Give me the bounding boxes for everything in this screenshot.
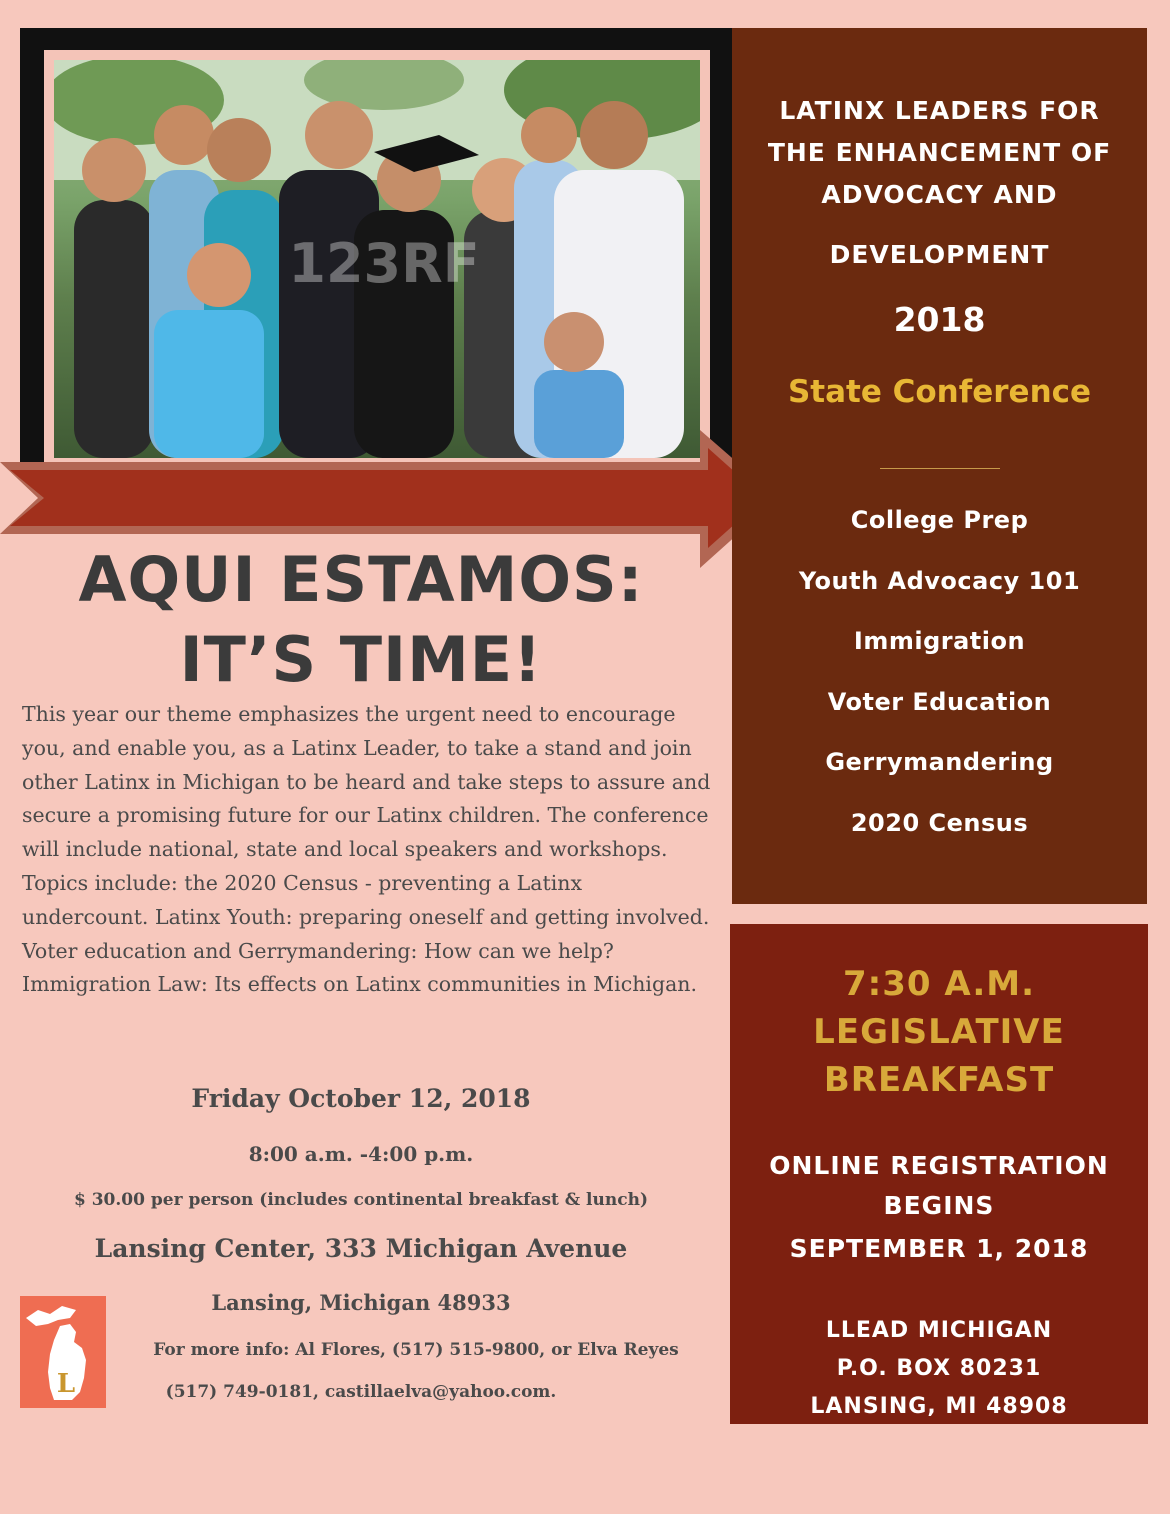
- contact-info: For more info: Al Flores, (517) 515-9800, or Elva Reyes: [153, 1340, 679, 1360]
- event-time: 8:00 a.m. -4:00 p.m.: [248, 1142, 474, 1166]
- topic-item: 2020 Census: [850, 808, 1029, 837]
- address-line: LANSING, MI 48908: [810, 1394, 1068, 1419]
- event-price: $ 30.00 per person (includes continental breakfast & lunch): [73, 1190, 648, 1210]
- org-title-line: LATINX LEADERS FOR: [779, 96, 1100, 125]
- address-line: LLEAD MICHIGAN: [825, 1318, 1053, 1343]
- registration-line: SEPTEMBER 1, 2018: [789, 1234, 1089, 1263]
- topic-item: Immigration: [853, 627, 1026, 655]
- organization-title: [752, 90, 1127, 276]
- legislative-breakfast: [730, 960, 1148, 1104]
- registration-info: [730, 1146, 1148, 1269]
- breakfast-line: BREAKFAST: [823, 1060, 1055, 1100]
- topic-item: College Prep: [850, 506, 1029, 534]
- topics-list: [732, 500, 1147, 863]
- headline: [0, 540, 722, 700]
- breakfast-line: 7:30 A.M.: [842, 964, 1035, 1004]
- registration-line: ONLINE REGISTRATION: [769, 1151, 1109, 1180]
- family-photo-illustration: [54, 60, 700, 458]
- org-title-line: DEVELOPMENT: [829, 240, 1050, 269]
- org-title-line: ADVOCACY AND: [821, 180, 1058, 209]
- conference-year: 2018: [893, 300, 986, 339]
- registration-line: BEGINS: [883, 1191, 995, 1220]
- conference-title: State Conference: [787, 374, 1092, 410]
- photo-frame: [20, 28, 732, 480]
- topic-item: Youth Advocacy 101: [798, 566, 1081, 595]
- event-date: Friday October 12, 2018: [191, 1084, 531, 1113]
- llead-michigan-logo: [20, 1296, 106, 1408]
- topic-item: Gerrymandering: [825, 748, 1054, 776]
- org-title-line: THE ENHANCEMENT OF: [767, 138, 1112, 167]
- contact-info-email: (517) 749-0181, castillaelva@yahoo.com.: [165, 1382, 557, 1402]
- mailing-address: [730, 1312, 1148, 1426]
- event-venue: Lansing Center, 333 Michigan Avenue: [94, 1234, 628, 1263]
- logo-letter: L: [56, 1369, 76, 1399]
- conference-info-panel: [732, 28, 1147, 904]
- family-photo: [54, 60, 700, 458]
- divider: [880, 468, 1000, 469]
- event-city: Lansing, Michigan 48933: [211, 1290, 511, 1315]
- description-paragraph: This year our theme emphasizes the urgent need to encourage you, and enable you, as a Latinx Leader, to take a stand and join other Latinx in Michigan to be heard and take steps to assure and secure a promising future for our Latinx children. The conference will include national, state and local speakers and workshops. Topics include: the 2020 Census - preventing a Latinx undercount. Latinx Youth: preparing oneself and getting involved. Voter education and Gerrymandering: How can we help? Immigration Law: Its effects on Latinx communities in Michigan.: [22, 702, 711, 997]
- breakfast-line: LEGISLATIVE: [813, 1012, 1065, 1052]
- michigan-map-icon: [20, 1296, 106, 1408]
- breakfast-registration-panel: [730, 924, 1148, 1424]
- headline-line: IT’S TIME!: [179, 623, 543, 696]
- watermark-text: 123RF: [288, 232, 480, 295]
- headline-line: AQUI ESTAMOS:: [78, 543, 644, 616]
- photo-mat: [44, 50, 710, 468]
- address-line: P.O. BOX 80231: [836, 1356, 1042, 1381]
- topic-item: Voter Education: [827, 687, 1052, 716]
